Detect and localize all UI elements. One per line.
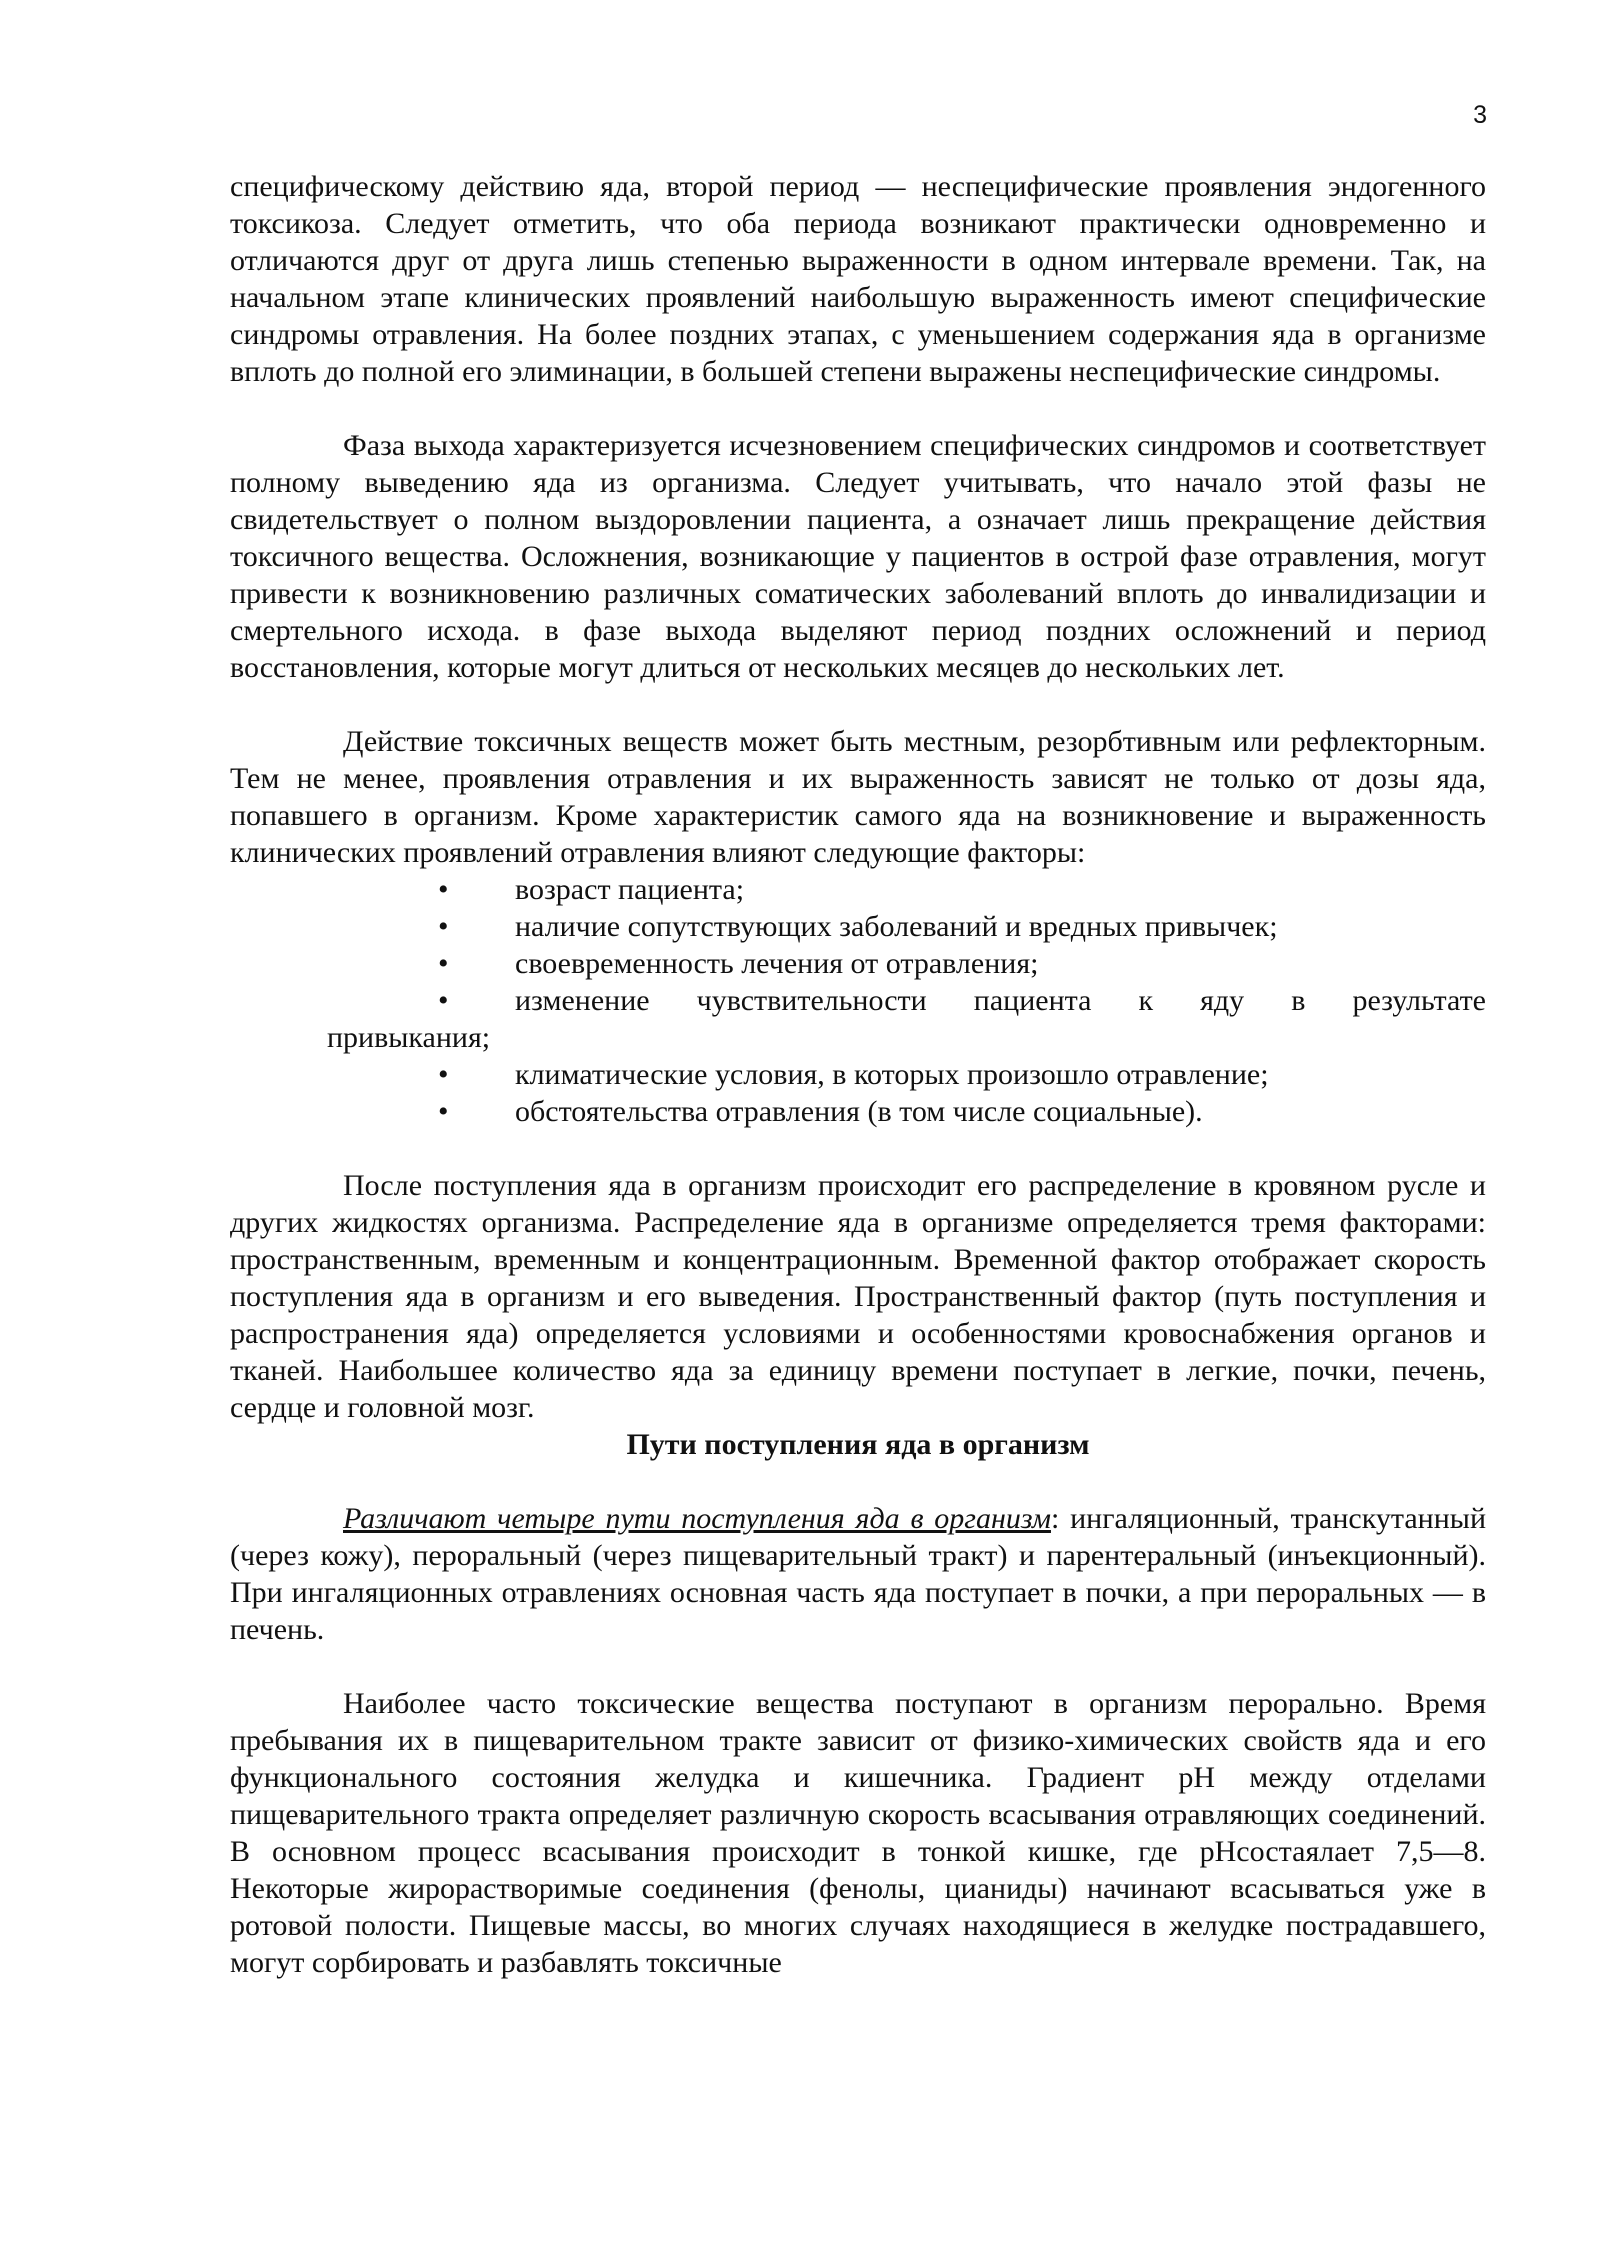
paragraph-1: специфическому действию яда, второй период — неспецифические проявления эндогенного токсикоза. Следует отметить, что оба периода возникают практически одновременно и отличаются друг от друга лишь степенью выраженности в одном интервале времени. Так, на начальном этапе клинических проявлений наибольшую выраженность имеют специфические синдромы отравления. На более поздних этапах, с уменьшением содержания яда в организме вплоть до полной его элиминации, в большей степени выражены неспецифические синдромы. xyxy=(230,170,1486,388)
list-item xyxy=(230,1093,1486,1130)
section-heading: Пути поступления яда в организм xyxy=(626,1428,1090,1461)
list-item-continuation: привыкания; xyxy=(327,1021,491,1054)
paragraph-gap xyxy=(230,1463,1486,1500)
list-item-text: наличие сопутствующих заболеваний и вредных привычек; xyxy=(515,910,1278,943)
paragraph-5 xyxy=(230,1500,1486,1648)
list-item xyxy=(230,1056,1486,1093)
paragraph-gap xyxy=(230,686,1486,723)
paragraph-gap xyxy=(230,1130,1486,1167)
bullet-icon: • xyxy=(438,984,449,1017)
paragraph-2: Фаза выхода характеризуется исчезновением специфических синдромов и соответствует полному выведению яда из организма. Следует учитывать, что начало этой фазы не свидетельствует о полном выздоровлении пациента, а означает лишь прекращение действия токсичного вещества. Осложнения, возникающие у пациентов в острой фазе отравления, могут привести к возникновению различных соматических заболеваний вплоть до инвалидизации и смертельного исхода. в фазе выхода выделяют период поздних осложнений и период восстановления, которые могут длиться от нескольких месяцев до нескольких лет. xyxy=(230,429,1486,684)
bullet-icon: • xyxy=(438,910,449,943)
paragraph-4: После поступления яда в организм происходит его распределение в кровяном русле и других жидкостях организма. Распределение яда в организме определяется тремя факторами: пространственным, временным и концентрационным. Временной фактор отображает скорость поступления яда в организм и его выведения. Пространственный фактор (путь поступления и распространения яда) определяется условиями и особенностями кровоснабжения органов и тканей. Наибольшее количество яда за единицу времени поступает в легкие, почки, печень, сердце и головной мозг. xyxy=(230,1169,1486,1424)
factors-list xyxy=(230,871,1486,1130)
paragraph-6: Наиболее часто токсические вещества поступают в организм перорально. Время пребывания их в пищеварительном тракте зависит от физико-химических свойств яда и его функционального состояния желудка и кишечника. Градиент pH между отделами пищеварительного тракта определяет различную скорость всасывания отравляющих соединений. В основном процесс всасывания происходит в тонкой кишке, где pHсостаялает 7,5—8. Некоторые жирорастворимые соединения (фенолы, цианиды) начинают всасываться уже в ротовой полости. Пищевые массы, во многих случаях находящиеся в желудке пострадавшего, могут сорбировать и разбавлять токсичные xyxy=(230,1687,1486,1979)
page-content xyxy=(230,168,1486,1981)
paragraph-5-text: : ингаляционный, транскутанный (через кожу), пероральный (через пищеварительный тракт) и парентеральный (инъекционный). При ингаляционных отравлениях основная часть яда поступает в почки, а при пероральных — в печень. xyxy=(230,1502,1487,1646)
list-item xyxy=(230,982,1486,1056)
list-item xyxy=(230,945,1486,982)
list-item-text: обстоятельства отравления (в том числе социальные). xyxy=(515,1095,1203,1128)
list-item xyxy=(230,908,1486,945)
paragraph-gap xyxy=(230,390,1486,427)
list-item-text: климатические условия, в которых произошло отравление; xyxy=(515,1058,1269,1091)
bullet-icon: • xyxy=(438,1095,449,1128)
paragraph-gap xyxy=(230,1648,1486,1685)
list-item-text: возраст пациента; xyxy=(515,873,745,906)
list-item xyxy=(230,871,1486,908)
bullet-icon: • xyxy=(438,1058,449,1091)
page-number: 3 xyxy=(1473,101,1487,129)
list-item-text: своевременность лечения от отравления; xyxy=(515,947,1039,980)
emphasized-lead: Различают четыре пути поступления яда в организм xyxy=(343,1502,1051,1535)
paragraph-3: Действие токсичных веществ может быть местным, резорбтивным или рефлекторным. Тем не менее, проявления отравления и их выраженность зависят не только от дозы яда, попавшего в организм. Кроме характеристик самого яда на возникновение и выраженность клинических проявлений отравления влияют следующие факторы: xyxy=(230,725,1486,869)
bullet-icon: • xyxy=(438,873,449,906)
bullet-icon: • xyxy=(438,947,449,980)
list-item-text: изменение чувствительности пациента к яду в результате xyxy=(515,984,1486,1017)
